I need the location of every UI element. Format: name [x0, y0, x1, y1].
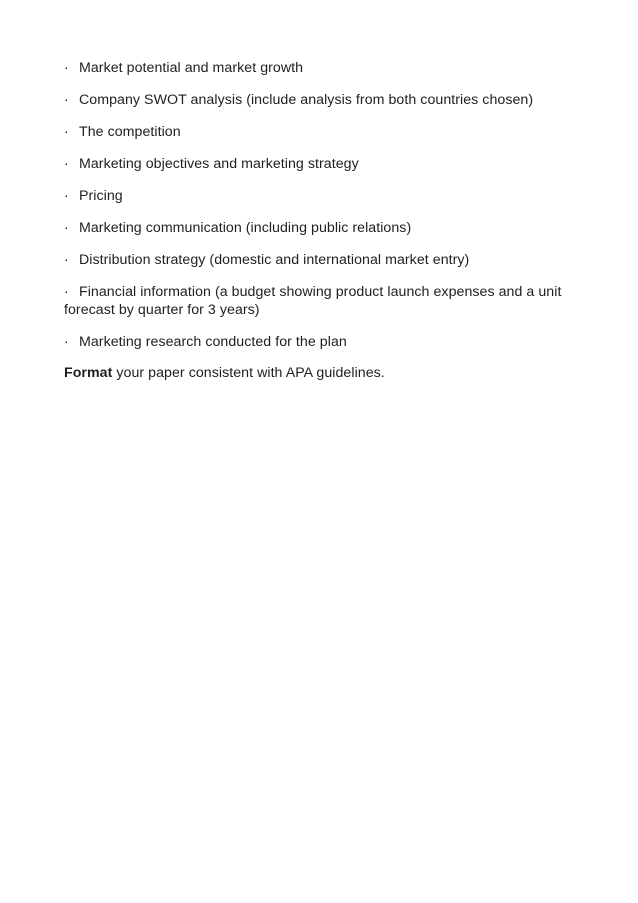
bullet-icon: · — [64, 251, 69, 267]
bullet-icon: · — [64, 283, 69, 299]
bullet-icon: · — [64, 333, 69, 349]
requirements-list — [64, 58, 584, 351]
list-item — [64, 332, 584, 351]
list-item-text: Marketing objectives and marketing strategy — [79, 156, 359, 172]
list-item — [64, 218, 584, 237]
format-note — [64, 364, 584, 382]
format-note-bold: Format — [64, 365, 113, 381]
page-content — [64, 58, 584, 382]
list-item — [64, 250, 584, 269]
list-item-text: Marketing communication (including public relations) — [79, 220, 412, 236]
bullet-icon: · — [64, 91, 69, 107]
list-item — [64, 186, 584, 205]
list-item — [64, 122, 584, 141]
list-item-text: Marketing research conducted for the plan — [79, 334, 347, 350]
bullet-icon: · — [64, 219, 69, 235]
list-item-text: Distribution strategy (domestic and international market entry) — [79, 252, 470, 268]
list-item-text: The competition — [79, 124, 181, 140]
bullet-icon: · — [64, 59, 69, 75]
list-item — [64, 58, 584, 77]
list-item-text: Company SWOT analysis (include analysis from both countries chosen) — [79, 92, 534, 108]
format-note-text: your paper consistent with APA guidelines. — [112, 365, 385, 381]
list-item-text: Financial information (a budget showing product launch expenses and a unit forecast by quarter for 3 years) — [64, 284, 562, 318]
list-item-text: Pricing — [79, 188, 123, 204]
bullet-icon: · — [64, 187, 69, 203]
bullet-icon: · — [64, 155, 69, 171]
list-item — [64, 154, 584, 173]
list-item — [64, 282, 584, 319]
list-item-text: Market potential and market growth — [79, 60, 304, 76]
list-item — [64, 90, 584, 109]
bullet-icon: · — [64, 123, 69, 139]
